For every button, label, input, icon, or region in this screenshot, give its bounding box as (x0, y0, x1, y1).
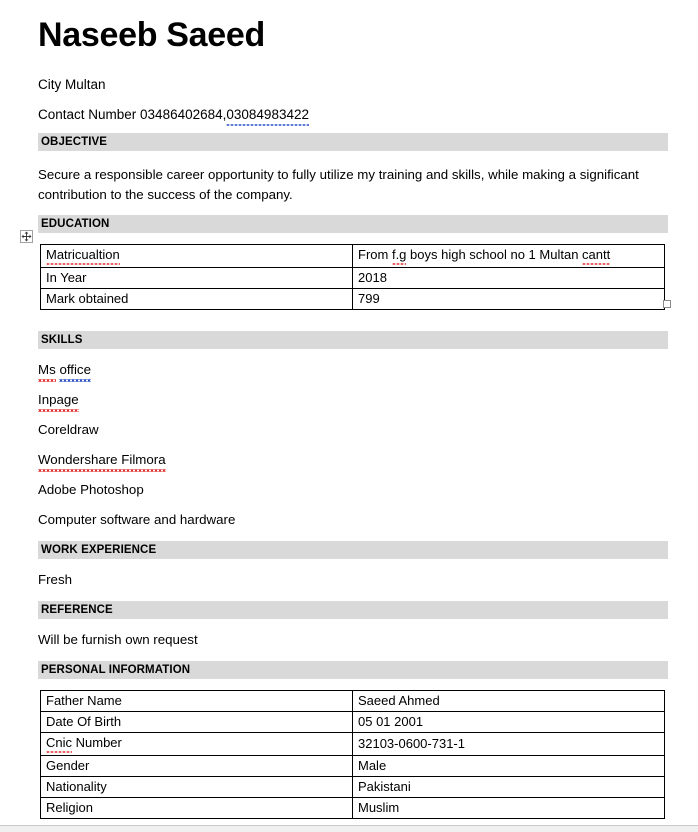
section-heading-reference (38, 601, 668, 619)
list-item (38, 390, 79, 412)
section-heading-education-label: EDUCATION (41, 218, 110, 230)
education-school-abbrev: f.g (392, 246, 406, 265)
table-resize-handle-icon[interactable] (663, 300, 671, 308)
skill-inpage: Inpage (38, 390, 79, 412)
list-item (38, 360, 91, 382)
personal-cell-label[interactable] (41, 733, 353, 756)
table-row[interactable] (41, 712, 665, 733)
education-degree-label: Matricualtion (46, 246, 120, 265)
section-heading-work-experience (38, 541, 668, 559)
personal-cell-label[interactable]: Religion (41, 798, 353, 819)
page-title: Naseeb Saeed (38, 16, 265, 54)
personal-cell-value[interactable]: Muslim (353, 798, 665, 819)
table-row[interactable] (41, 798, 665, 819)
personal-cell-label[interactable]: Date Of Birth (41, 712, 353, 733)
education-cell-label[interactable]: Mark obtained (41, 289, 353, 310)
contact-number-prefix: Contact Number 03486402684, (38, 107, 227, 122)
personal-cell-value[interactable]: Saeed Ahmed (353, 691, 665, 712)
education-cell-value[interactable]: 799 (353, 289, 665, 310)
section-heading-objective (38, 133, 668, 151)
cnic-label-rest: Number (72, 735, 122, 750)
list-item: Adobe Photoshop (38, 482, 144, 497)
education-cell-label[interactable]: In Year (41, 268, 353, 289)
section-heading-personal-information (38, 661, 668, 679)
education-table[interactable] (40, 244, 665, 310)
section-heading-objective-label: OBJECTIVE (41, 136, 108, 148)
cnic-label-squiggle: Cnic (46, 734, 72, 753)
table-row[interactable] (41, 245, 665, 268)
objective-text: Secure a responsible career opportunity to fully utilize my training and skills, while making a significant contribution to the success of the company. (38, 167, 639, 202)
education-cell-value[interactable] (353, 245, 665, 268)
section-heading-work-experience-label: WORK EXPERIENCE (41, 544, 157, 556)
personal-cell-label[interactable]: Gender (41, 756, 353, 777)
table-row[interactable] (41, 733, 665, 756)
city-line: City Multan (38, 77, 106, 92)
table-row[interactable] (41, 289, 665, 310)
work-experience-text: Fresh (38, 572, 72, 587)
skill-ms: Ms (38, 360, 56, 382)
section-heading-skills-label: SKILLS (41, 334, 83, 346)
personal-cell-label[interactable]: Nationality (41, 777, 353, 798)
section-heading-reference-label: REFERENCE (41, 604, 113, 616)
table-move-handle-icon[interactable] (20, 230, 33, 243)
personal-cell-value[interactable]: 32103-0600-731-1 (353, 733, 665, 756)
personal-information-table[interactable] (40, 690, 665, 819)
education-school-suffix: cantt (582, 246, 610, 265)
table-row[interactable] (41, 777, 665, 798)
table-row[interactable] (41, 268, 665, 289)
personal-cell-value[interactable]: Pakistani (353, 777, 665, 798)
section-heading-skills (38, 331, 668, 349)
list-item (38, 450, 166, 472)
personal-cell-label[interactable]: Father Name (41, 691, 353, 712)
table-row[interactable] (41, 756, 665, 777)
education-school-mid: boys high school no 1 Multan (406, 247, 583, 262)
page-gutter (0, 826, 698, 832)
education-school-prefix: From (358, 247, 392, 262)
section-heading-education (38, 215, 668, 233)
section-heading-personal-information-label: PERSONAL INFORMATION (41, 664, 191, 676)
table-row[interactable] (41, 691, 665, 712)
education-cell-label[interactable] (41, 245, 353, 268)
personal-cell-value[interactable]: 05 01 2001 (353, 712, 665, 733)
education-cell-value[interactable]: 2018 (353, 268, 665, 289)
personal-cell-value[interactable]: Male (353, 756, 665, 777)
skill-office: office (59, 360, 91, 382)
contact-number-second: 03084983422 (226, 106, 309, 126)
list-item: Coreldraw (38, 422, 99, 437)
list-item: Computer software and hardware (38, 512, 236, 527)
reference-text: Will be furnish own request (38, 632, 198, 647)
skill-wondershare-filmora: Wondershare Filmora (38, 450, 166, 472)
contact-number-line (38, 106, 309, 126)
